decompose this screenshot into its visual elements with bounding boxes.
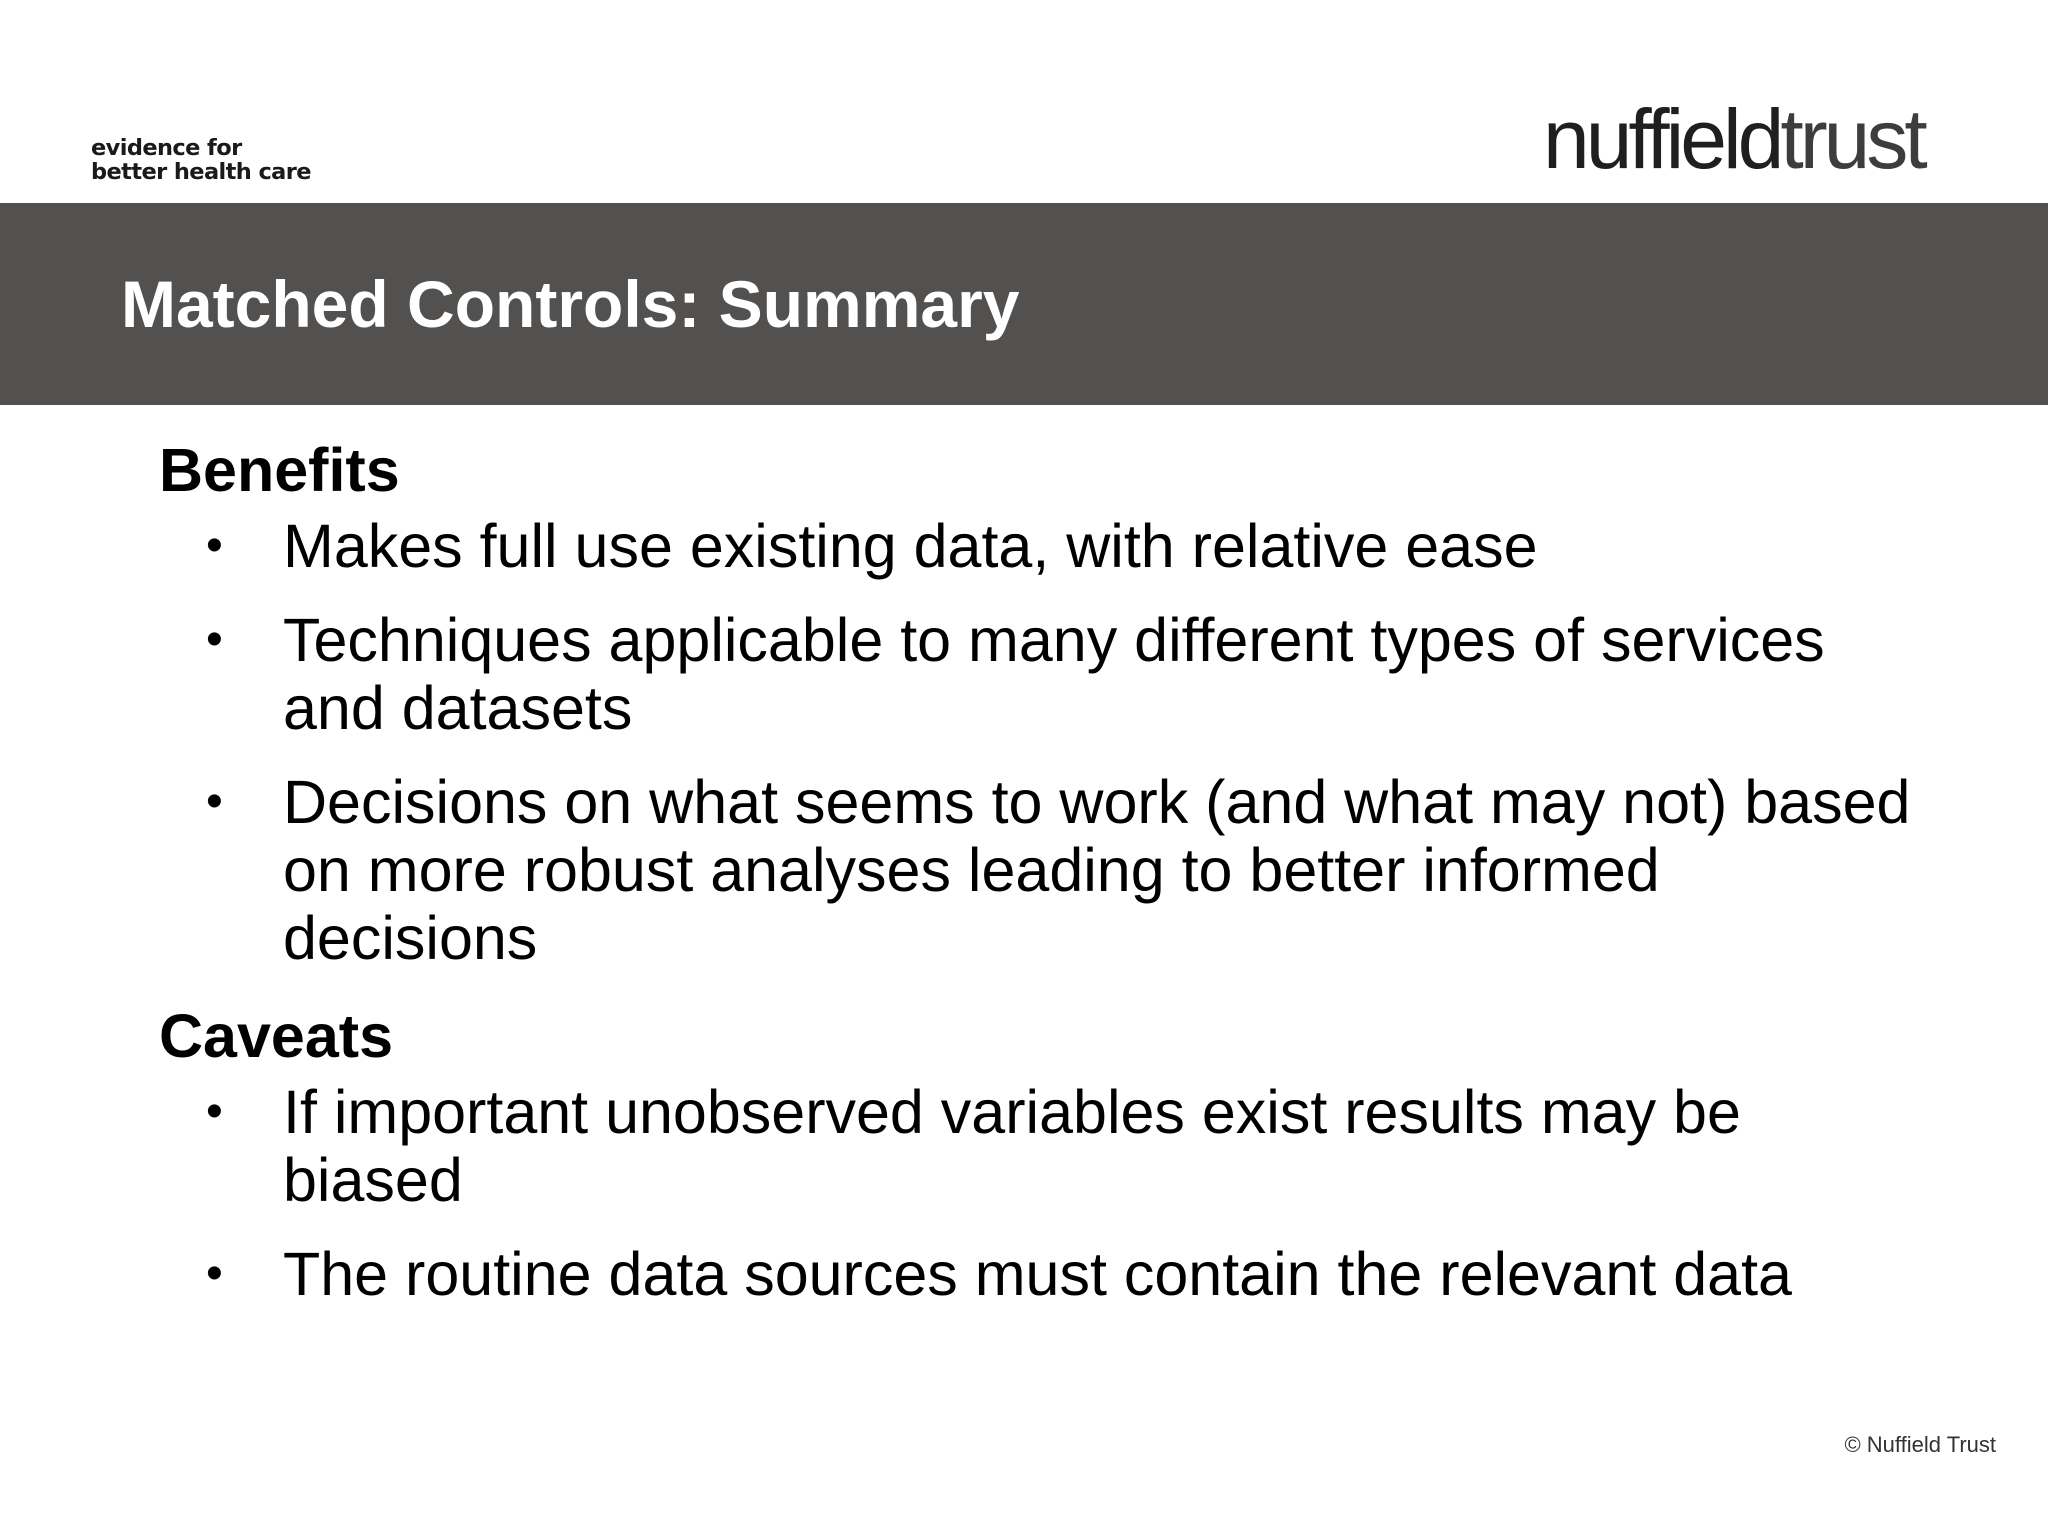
bullet-icon: • — [206, 1085, 223, 1138]
bullet-icon: • — [206, 519, 223, 572]
section-caveats — [159, 994, 1919, 1308]
tagline — [91, 136, 311, 184]
bullet-icon: • — [206, 775, 223, 828]
bullet-list — [159, 1078, 1919, 1308]
tagline-line-1: evidence for — [91, 135, 242, 161]
bullet-text: The routine data sources must contain the relevant data — [283, 1240, 1792, 1308]
logo-word-trust: trust — [1780, 92, 1924, 186]
section-benefits — [159, 428, 1919, 972]
copyright-footer: © Nuffield Trust — [1844, 1432, 1996, 1457]
bullet-list — [159, 512, 1919, 972]
slide-title: Matched Controls: Summary — [121, 267, 1020, 341]
list-item — [159, 1240, 1919, 1308]
tagline-line-2: better health care — [91, 159, 311, 185]
list-item — [159, 606, 1919, 742]
list-item — [159, 512, 1919, 580]
list-item — [159, 1078, 1919, 1214]
bullet-text: Techniques applicable to many different types of services and datasets — [283, 606, 1825, 742]
bullet-text: Makes full use existing data, with relative ease — [283, 512, 1538, 580]
section-heading: Caveats — [159, 1002, 393, 1070]
slide-content — [159, 428, 1919, 1308]
list-item — [159, 768, 1919, 972]
section-heading: Benefits — [159, 436, 400, 504]
bullet-icon: • — [206, 1247, 223, 1300]
bullet-icon: • — [206, 613, 223, 666]
bullet-text: If important unobserved variables exist results may be biased — [283, 1078, 1741, 1214]
bullet-text: Decisions on what seems to work (and what may not) based on more robust analyses leading to better informed decisions — [283, 768, 1911, 972]
nuffield-trust-logo — [1543, 94, 1924, 184]
logo-word-nuffield: nuffield — [1543, 92, 1781, 186]
